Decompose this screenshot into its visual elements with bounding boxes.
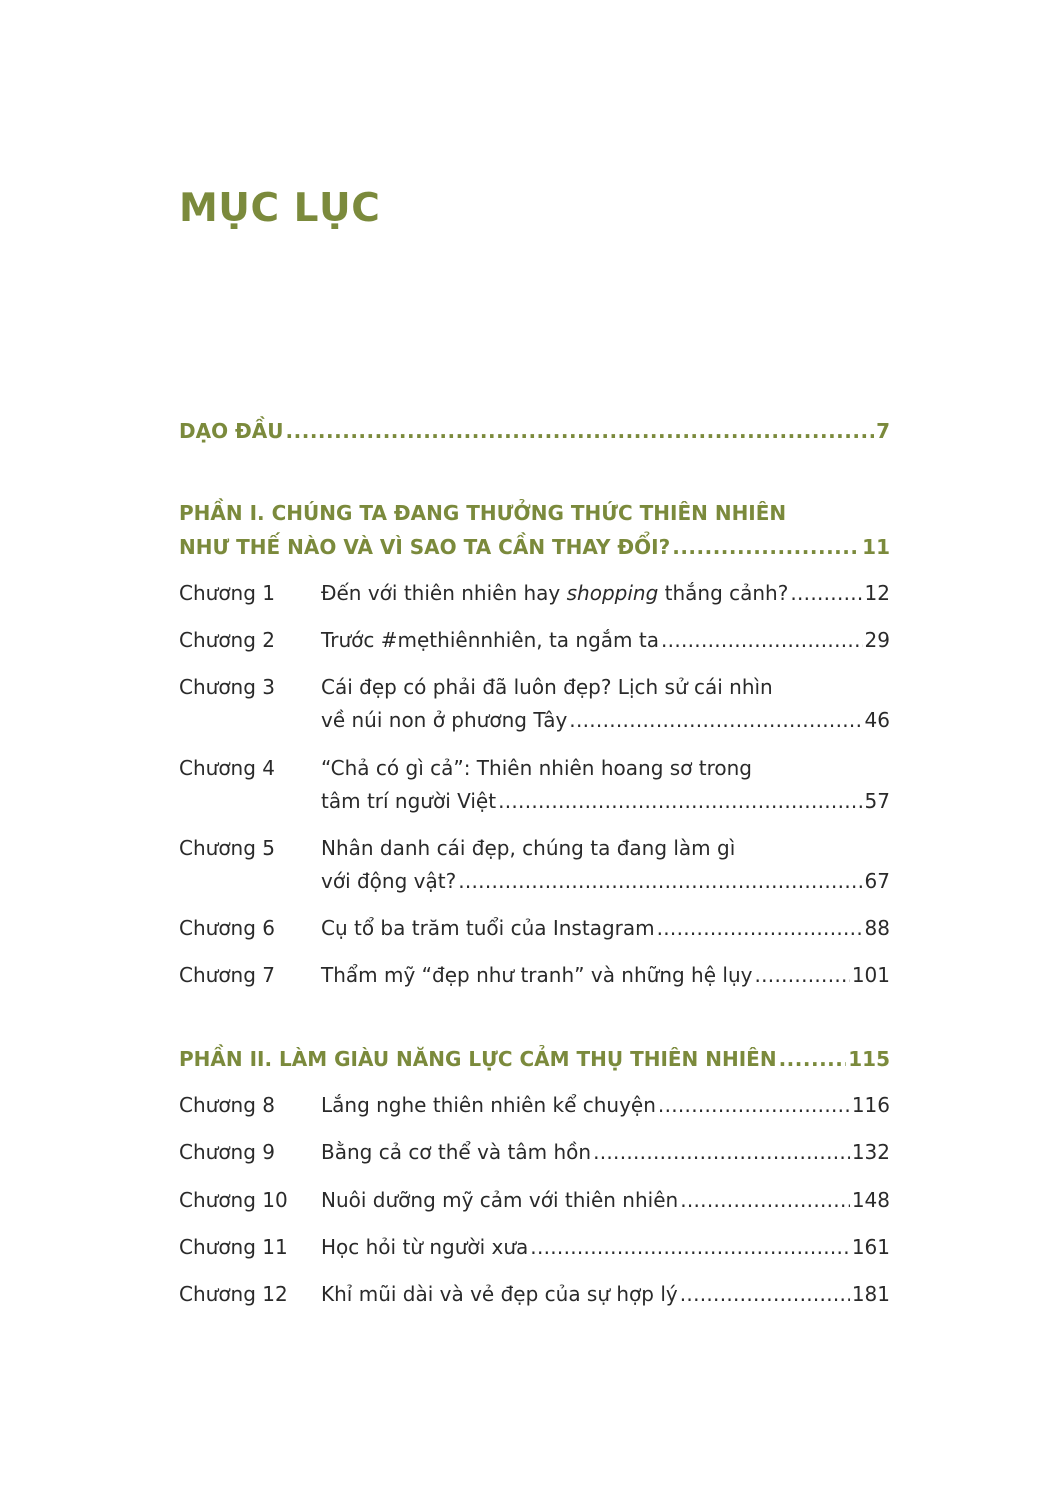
toc-chapter-4[interactable]: [179, 752, 890, 818]
chapter-title: Lắng nghe thiên nhiên kể chuyện: [321, 1093, 656, 1117]
chapter-page: 181: [851, 1282, 890, 1306]
toc-chapter-5[interactable]: [179, 832, 890, 898]
dot-leader: [680, 1278, 850, 1311]
part1-title-line1: PHẦN I. CHÚNG TA ĐANG THƯỞNG THỨC THIÊN NHIÊN: [179, 501, 787, 525]
chapter-title: Trước #mẹthiênnhiên, ta ngắm ta: [321, 628, 659, 652]
toc-chapter-12[interactable]: [179, 1278, 890, 1311]
part1-title-line2: NHƯ THẾ NÀO VÀ VÌ SAO TA CẦN THAY ĐỔI?: [179, 535, 671, 559]
dot-leader: [779, 1042, 847, 1076]
dot-leader: [458, 865, 862, 898]
part2-title: PHẦN II. LÀM GIÀU NĂNG LỰC CẢM THỤ THIÊN NHIÊN: [179, 1047, 777, 1071]
chapter-title-line1: Cái đẹp có phải đã luôn đẹp? Lịch sử cái nhìn: [321, 675, 773, 699]
dot-leader: [593, 1136, 850, 1169]
dot-leader: [658, 1089, 850, 1122]
toc-entry-part2[interactable]: [179, 1042, 890, 1076]
chapter-title-line2: với động vật?: [321, 869, 457, 893]
chapter-number: Chương 5: [179, 836, 276, 860]
part2-page: 115: [848, 1047, 890, 1071]
dot-leader: [530, 1231, 850, 1264]
chapter-title: Khỉ mũi dài và vẻ đẹp của sự hợp lý: [321, 1282, 678, 1306]
toc-entry-part1[interactable]: [179, 496, 890, 564]
toc-chapter-10[interactable]: [179, 1184, 890, 1217]
chapter-number: Chương 2: [179, 628, 276, 652]
dot-leader: [657, 912, 863, 945]
chapter-number: Chương 1: [179, 581, 276, 605]
chapter-title-line2: về núi non ở phương Tây: [321, 708, 568, 732]
dot-leader: [754, 959, 849, 992]
chapter-page: 148: [851, 1188, 890, 1212]
chapter-page: 88: [864, 916, 890, 940]
chapter-title-line2: tâm trí người Việt: [321, 789, 497, 813]
toc-entry-intro[interactable]: [179, 414, 890, 448]
toc-chapter-2[interactable]: [179, 624, 890, 657]
dot-leader: [498, 785, 862, 818]
dot-leader: [680, 1184, 850, 1217]
chapter-title: Nuôi dưỡng mỹ cảm với thiên nhiên: [321, 1188, 679, 1212]
toc-chapter-1[interactable]: [179, 577, 890, 610]
chapter-number: Chương 12: [179, 1282, 288, 1306]
toc-chapter-7[interactable]: [179, 959, 890, 992]
chapter-page: 116: [851, 1093, 890, 1117]
chapter-number: Chương 10: [179, 1188, 288, 1212]
chapter-page: 46: [864, 708, 890, 732]
intro-label: DẠO ĐẦU: [179, 419, 284, 443]
chapter-number: Chương 7: [179, 963, 276, 987]
part1-page: 11: [862, 535, 890, 559]
toc-chapter-6[interactable]: [179, 912, 890, 945]
chapter-page: 67: [864, 869, 890, 893]
chapter-title: Cụ tổ ba trăm tuổi của Instagram: [321, 916, 655, 940]
toc-chapter-3[interactable]: [179, 671, 890, 737]
dot-leader: [661, 624, 863, 657]
dot-leader: [569, 704, 862, 737]
chapter-number: Chương 6: [179, 916, 276, 940]
toc-chapter-8[interactable]: [179, 1089, 890, 1122]
chapter-title-line1: Nhân danh cái đẹp, chúng ta đang làm gì: [321, 836, 736, 860]
chapter-title: Thẩm mỹ “đẹp như tranh” và những hệ lụy: [321, 963, 753, 987]
chapter-title-line1: “Chả có gì cả”: Thiên nhiên hoang sơ trong: [321, 756, 752, 780]
chapter-page: 132: [851, 1140, 890, 1164]
dot-leader: [286, 414, 875, 448]
page-title: MỤC LỤC: [179, 186, 381, 231]
chapter-number: Chương 9: [179, 1140, 276, 1164]
toc-chapter-11[interactable]: [179, 1231, 890, 1264]
toc-chapter-9[interactable]: [179, 1136, 890, 1169]
intro-page: 7: [876, 419, 890, 443]
chapter-number: Chương 4: [179, 756, 276, 780]
chapter-page: 29: [864, 628, 890, 652]
chapter-page: 161: [851, 1235, 890, 1259]
chapter-number: Chương 11: [179, 1235, 288, 1259]
chapter-page: 101: [851, 963, 890, 987]
dot-leader: [672, 530, 860, 564]
chapter-title: Học hỏi từ người xưa: [321, 1235, 529, 1259]
chapter-page: 57: [864, 789, 890, 813]
chapter-number: Chương 3: [179, 675, 276, 699]
dot-leader: [790, 577, 862, 610]
chapter-page: 12: [864, 581, 890, 605]
chapter-title: Bằng cả cơ thể và tâm hồn: [321, 1140, 592, 1164]
chapter-number: Chương 8: [179, 1093, 276, 1117]
chapter-title: Đến với thiên nhiên hay shopping thắng cảnh?: [321, 581, 789, 605]
